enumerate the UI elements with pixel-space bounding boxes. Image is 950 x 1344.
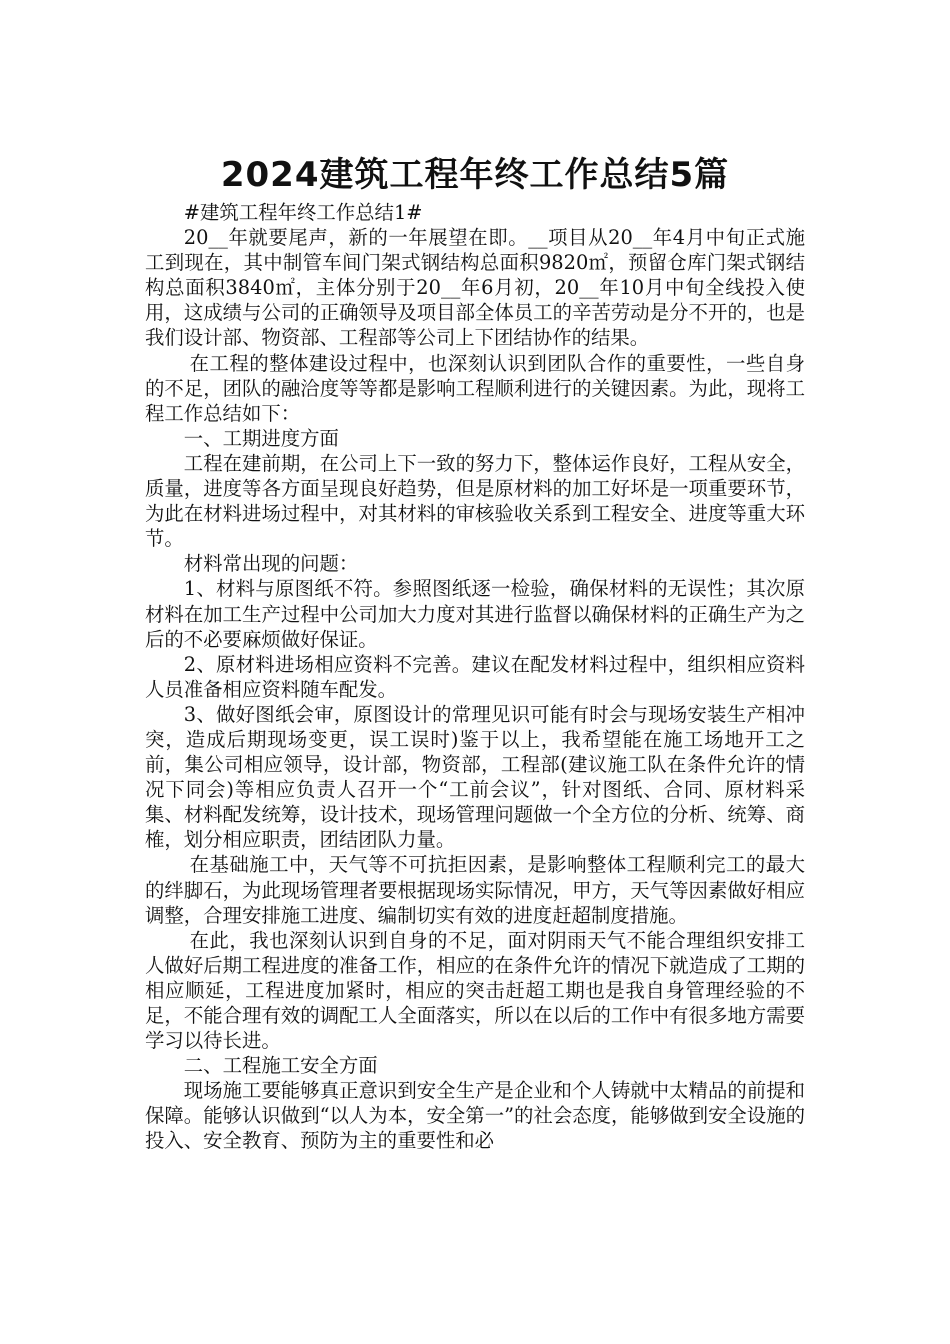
document-body <box>145 200 805 1154</box>
heading-material-issues: 材料常出现的问题： <box>183 552 359 576</box>
list-item-2: 2、原材料进场相应资料不完善。建议在配发材料过程中，组织相应资料人员准备相应资料随车配发。 <box>145 652 805 701</box>
paragraph-safety: 现场施工要能够真正意识到安全生产是企业和个人铸就中太精品的前提和保障。能够认识做到“以人为本，安全第一”的社会态度，能够做到安全设施的投入、安全教育、预防为主的重要性和必 <box>145 1079 805 1153</box>
paragraph-self-reflection: 在此，我也深刻认识到自身的不足，面对阴雨天气不能合理组织安排工人做好后期工程进度的准备工作，相应的在条件允许的情况下就造成了工期的相应顺延，工程进度加紧时，相应的突击赶超工期也是我自身管理经验的不足，不能合理有效的调配工人全面落实，所以在以后的工作中有很多地方需要学习以待长进。 <box>145 928 805 1053</box>
paragraph-teamwork: 在工程的整体建设过程中，也深刻认识到团队合作的重要性，一些自身的不足，团队的融洽度等等都是影响工程顺利进行的关键因素。为此，现将工程工作总结如下： <box>145 351 805 425</box>
list-item-3: 3、做好图纸会审，原图设计的常理见识可能有时会与现场安装生产相冲突，造成后期现场变更，误工误时)鉴于以上，我希望能在施工场地开工之前，集公司相应领导，设计部，物资部，工程部(建议施工队在条件允许的情况下同会)等相应负责人召开一个“工前会议”，针对图纸、合同、原材料采集、材料配发统筹，设计技术，现场管理问题做一个全方位的分析、统筹、商榷，划分相应职责，团结团队力量。 <box>145 702 805 852</box>
paragraph-weather: 在基础施工中，天气等不可抗拒因素，是影响整体工程顺利完工的最大的绊脚石，为此现场管理者要根据现场实际情况，甲方，天气等因素做好相应调整，合理安排施工进度、编制切实有效的进度赶超制度措施。 <box>145 853 805 927</box>
paragraph-schedule: 工程在建前期，在公司上下一致的努力下，整体运作良好，工程从安全，质量，进度等各方面呈现良好趋势，但是原材料的加工好坏是一项重要环节，为此在材料进场过程中，对其材料的审核验收关系到工程安全、进度等重大环节。 <box>145 451 805 551</box>
section-heading-1: #建筑工程年终工作总结1# <box>183 201 423 224</box>
list-item-1: 1、材料与原图纸不符。参照图纸逐一检验，确保材料的无误性；其次原材料在加工生产过程中公司加大力度对其进行监督以确保材料的正确生产为之后的不必要麻烦做好保证。 <box>145 577 805 651</box>
paragraph-intro: 20__年就要尾声，新的一年展望在即。__项目从20__年4月中旬正式施工到现在，其中制管车间门架式钢结构总面积9820㎡，预留仓库门架式钢结构总面积3840㎡，主体分别于20__年6月初，20__年10月中旬全线投入使用，这成绩与公司的正确领导及项目部全体员工的辛苦劳动是分不开的，也是我们设计部、物资部、工程部等公司上下团结协作的结果。 <box>145 226 805 350</box>
heading-schedule: 一、工期进度方面 <box>183 426 339 450</box>
document-title: 2024建筑工程年终工作总结5篇 <box>220 154 730 195</box>
heading-safety: 二、工程施工安全方面 <box>183 1054 378 1078</box>
